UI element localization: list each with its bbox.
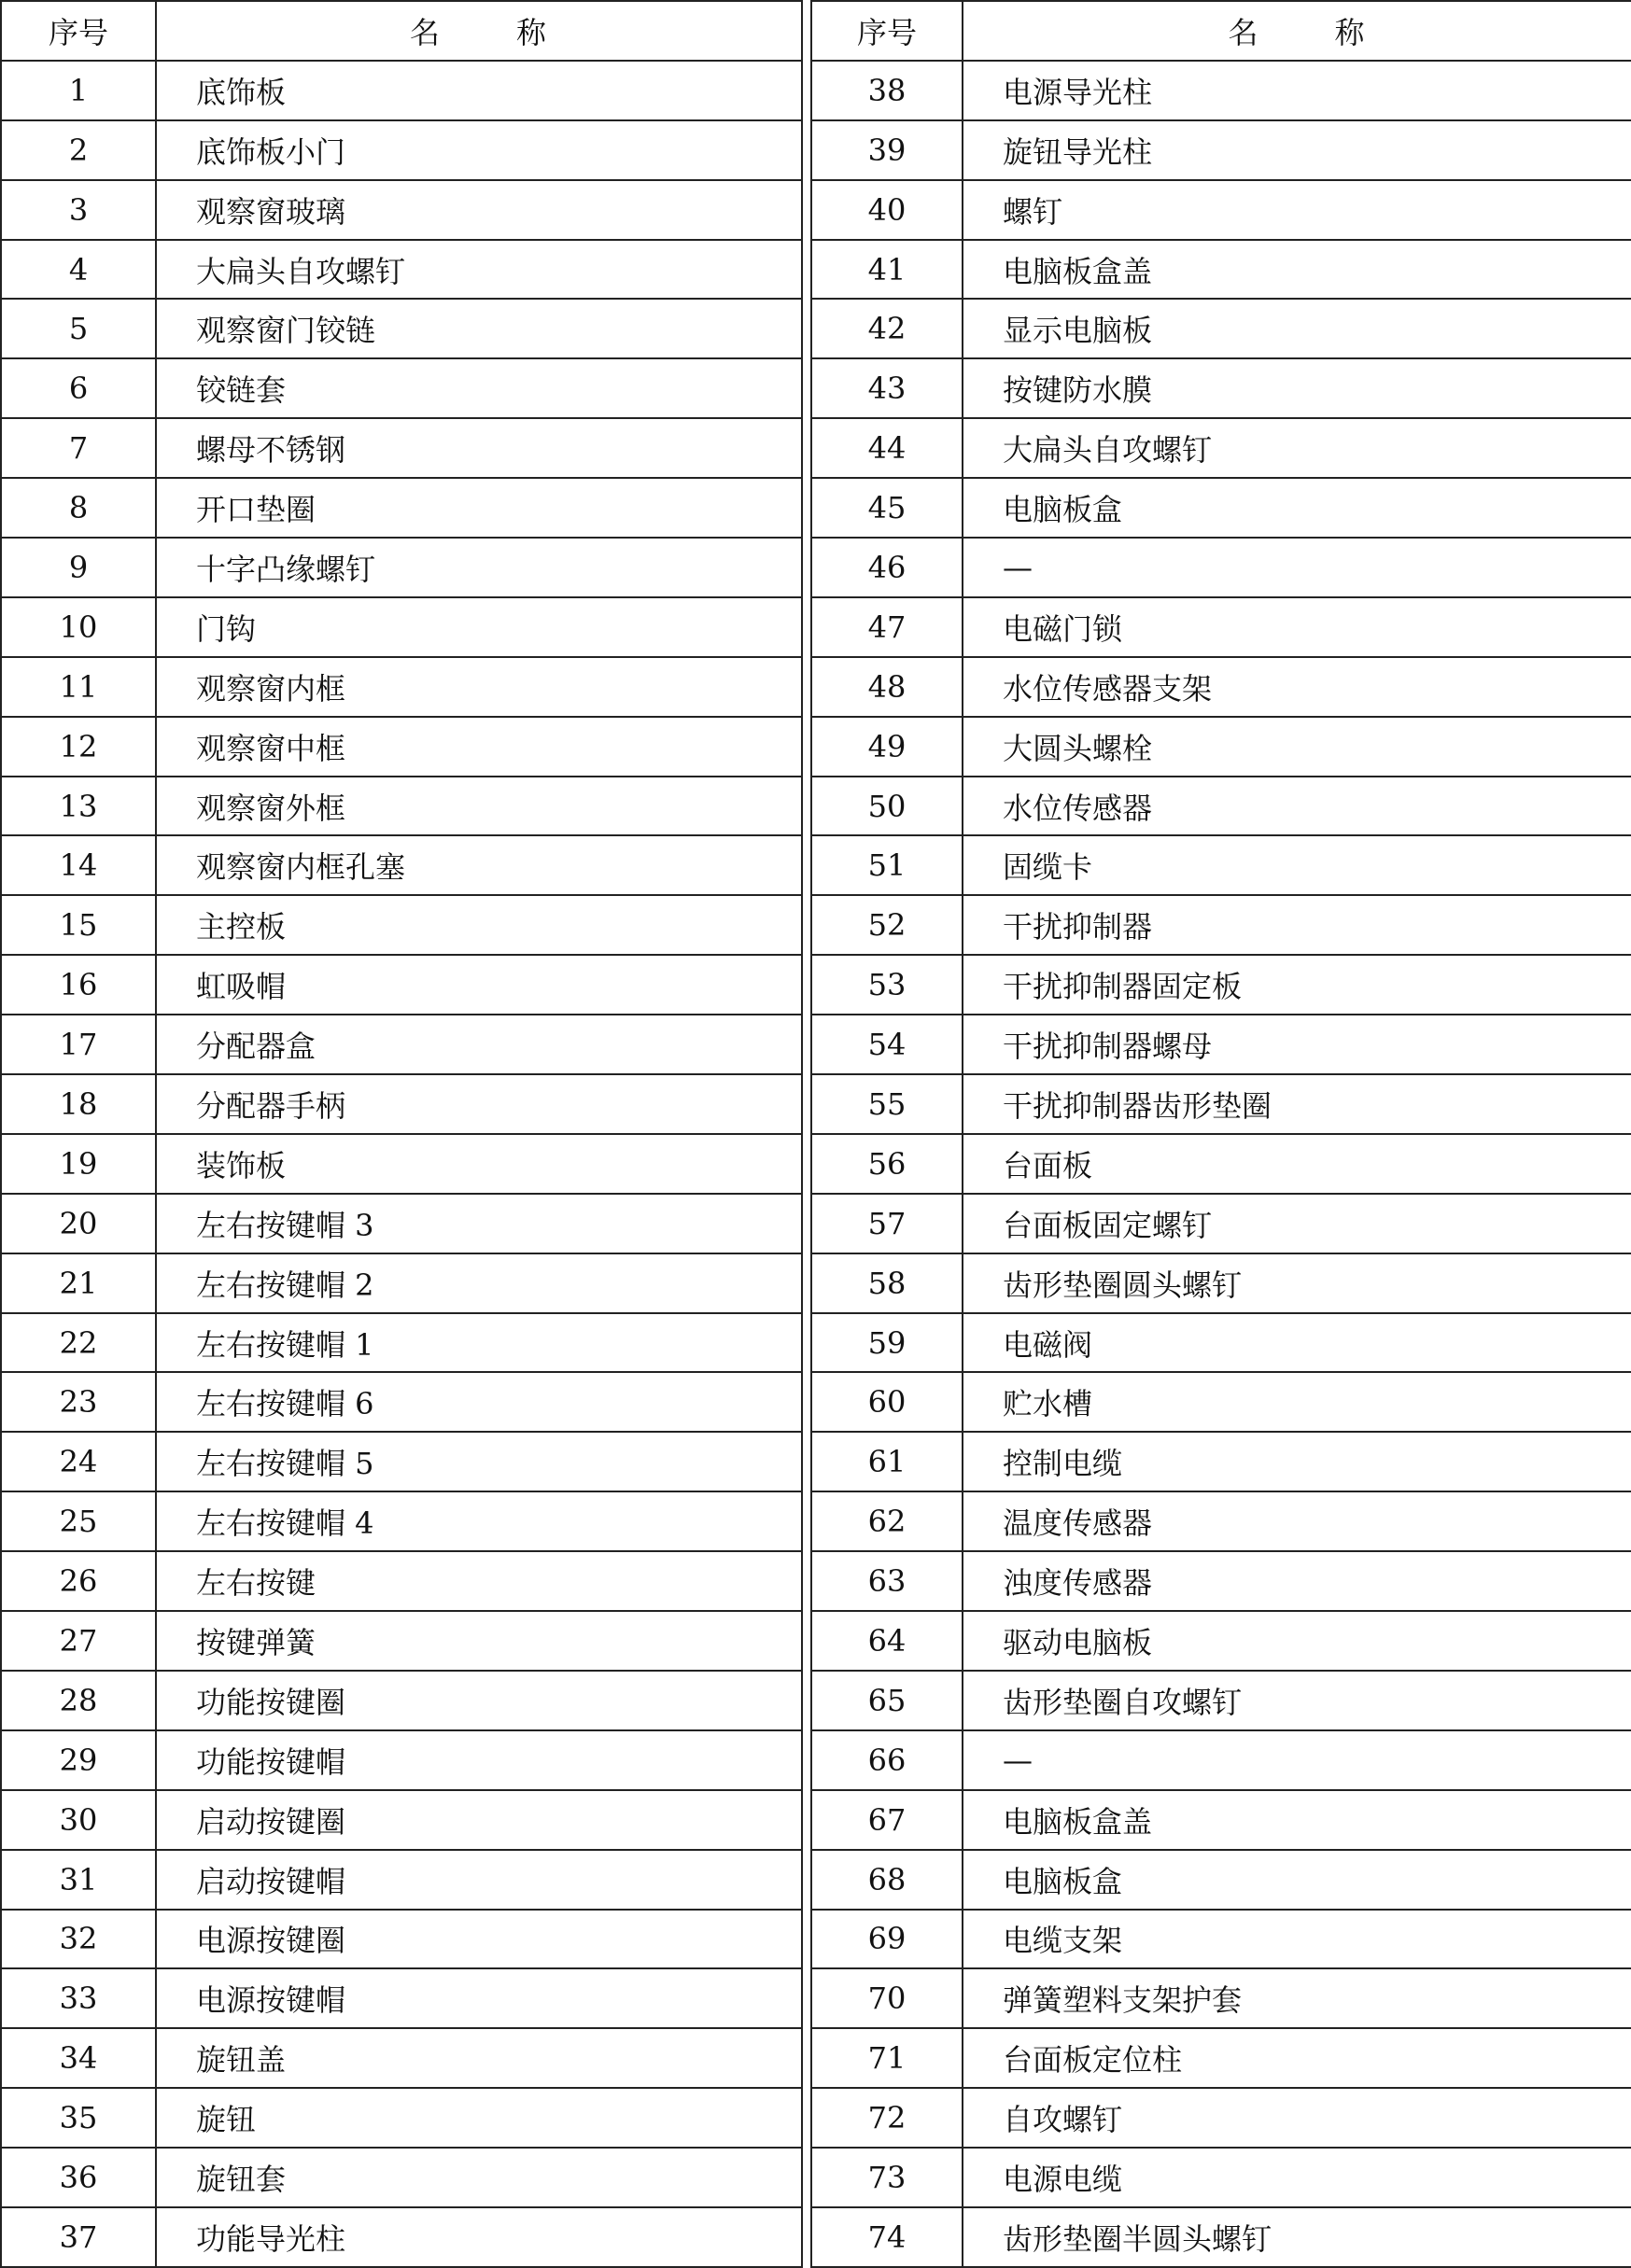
row-name-left: 十字凸缘螺钉: [156, 538, 802, 597]
row-name-left: 螺母不锈钢: [156, 418, 802, 478]
table-row: [1, 1015, 1631, 1074]
row-number-left: 1: [1, 61, 156, 120]
row-name-left: 观察窗内框: [156, 657, 802, 717]
column-gap: [802, 597, 811, 657]
column-gap: [802, 657, 811, 717]
row-name-left: 开口垫圈: [156, 478, 802, 538]
table-row: [1, 1850, 1631, 1910]
row-number-right: 48: [811, 657, 963, 717]
row-number-right: 40: [811, 180, 963, 240]
header-name-char-1: 名: [409, 14, 442, 50]
table-row: [1, 1194, 1631, 1253]
row-number-right: 60: [811, 1372, 963, 1432]
header-name-char-2: 称: [516, 14, 549, 50]
row-number-left: 10: [1, 597, 156, 657]
column-gap: [802, 478, 811, 538]
row-number-right: 51: [811, 835, 963, 895]
row-name-left: 旋钮盖: [156, 2028, 802, 2088]
row-name-right: 齿形垫圈自攻螺钉: [963, 1671, 1631, 1730]
row-number-left: 14: [1, 835, 156, 895]
column-gap: [802, 2148, 811, 2207]
row-name-left: 观察窗外框: [156, 777, 802, 836]
column-gap: [802, 1194, 811, 1253]
row-number-left: 6: [1, 358, 156, 418]
row-name-right: 固缆卡: [963, 835, 1631, 895]
row-name-right: 电磁阀: [963, 1313, 1631, 1373]
column-gap: [802, 1074, 811, 1134]
row-number-right: 49: [811, 717, 963, 777]
row-name-right: 台面板定位柱: [963, 2028, 1631, 2088]
row-number-right: 70: [811, 1968, 963, 2028]
row-name-left: 底饰板小门: [156, 120, 802, 180]
row-name-right: 干扰抑制器: [963, 895, 1631, 955]
column-gap: [802, 1910, 811, 1969]
table-row: [1, 1372, 1631, 1432]
row-number-left: 3: [1, 180, 156, 240]
table-row: [1, 597, 1631, 657]
row-name-left: 左右按键帽 6: [156, 1372, 802, 1432]
row-number-left: 25: [1, 1491, 156, 1551]
row-name-right: 贮水槽: [963, 1372, 1631, 1432]
row-name-left: 分配器盒: [156, 1015, 802, 1074]
row-name-left: 左右按键: [156, 1551, 802, 1611]
row-name-left: 旋钮: [156, 2088, 802, 2148]
column-gap: [802, 358, 811, 418]
row-number-left: 24: [1, 1432, 156, 1491]
row-name-right: 台面板: [963, 1134, 1631, 1194]
row-number-left: 36: [1, 2148, 156, 2207]
table-row: [1, 120, 1631, 180]
column-gap: [802, 1730, 811, 1790]
row-number-right: 55: [811, 1074, 963, 1134]
table-row: [1, 717, 1631, 777]
table-row: [1, 299, 1631, 358]
row-name-left: 按键弹簧: [156, 1611, 802, 1671]
table-row: [1, 2207, 1631, 2267]
column-gap: [802, 1313, 811, 1373]
column-gap: [802, 1372, 811, 1432]
table-row: [1, 657, 1631, 717]
column-gap: [802, 180, 811, 240]
table-row: [1, 478, 1631, 538]
table-row: [1, 895, 1631, 955]
row-name-right: 显示电脑板: [963, 299, 1631, 358]
row-name-left: 虹吸帽: [156, 955, 802, 1015]
row-number-left: 19: [1, 1134, 156, 1194]
row-number-left: 9: [1, 538, 156, 597]
row-number-right: 65: [811, 1671, 963, 1730]
row-number-right: 69: [811, 1910, 963, 1969]
row-number-left: 27: [1, 1611, 156, 1671]
row-name-left: 功能导光柱: [156, 2207, 802, 2267]
table-row: [1, 358, 1631, 418]
row-name-right: 电脑板盒: [963, 478, 1631, 538]
row-number-left: 12: [1, 717, 156, 777]
row-number-right: 73: [811, 2148, 963, 2207]
row-number-left: 16: [1, 955, 156, 1015]
row-name-right: 电脑板盒: [963, 1850, 1631, 1910]
row-name-left: 功能按键圈: [156, 1671, 802, 1730]
row-name-right: —: [963, 538, 1631, 597]
row-number-right: 63: [811, 1551, 963, 1611]
table-row: [1, 1671, 1631, 1730]
row-name-right: 干扰抑制器齿形垫圈: [963, 1074, 1631, 1134]
row-name-right: 螺钉: [963, 180, 1631, 240]
row-name-right: 旋钮导光柱: [963, 120, 1631, 180]
row-name-left: 观察窗玻璃: [156, 180, 802, 240]
row-name-right: 电源导光柱: [963, 61, 1631, 120]
column-gap: [802, 61, 811, 120]
row-name-right: 电脑板盒盖: [963, 240, 1631, 300]
row-name-left: 观察窗内框孔塞: [156, 835, 802, 895]
column-gap: [802, 120, 811, 180]
column-gap: [802, 1671, 811, 1730]
row-number-right: 47: [811, 597, 963, 657]
table-row: [1, 240, 1631, 300]
row-name-right: 按键防水膜: [963, 358, 1631, 418]
column-gap: [802, 1551, 811, 1611]
column-gap: [802, 1790, 811, 1850]
row-name-right: 弹簧塑料支架护套: [963, 1968, 1631, 2028]
column-gap: [802, 418, 811, 478]
column-gap: [802, 2207, 811, 2267]
row-name-right: 齿形垫圈圆头螺钉: [963, 1253, 1631, 1313]
row-name-left: 左右按键帽 4: [156, 1491, 802, 1551]
row-name-right: 电脑板盒盖: [963, 1790, 1631, 1850]
table-row: [1, 1611, 1631, 1671]
row-number-right: 41: [811, 240, 963, 300]
table-header-row: [1, 1, 1631, 61]
column-gap: [802, 777, 811, 836]
table-row: [1, 2028, 1631, 2088]
row-name-left: 旋钮套: [156, 2148, 802, 2207]
row-number-left: 22: [1, 1313, 156, 1373]
row-number-right: 39: [811, 120, 963, 180]
row-name-left: 观察窗中框: [156, 717, 802, 777]
row-name-right: 电源电缆: [963, 2148, 1631, 2207]
row-number-left: 5: [1, 299, 156, 358]
row-number-right: 57: [811, 1194, 963, 1253]
row-number-right: 61: [811, 1432, 963, 1491]
table-row: [1, 1074, 1631, 1134]
table-row: [1, 1432, 1631, 1491]
column-gap: [802, 2028, 811, 2088]
row-name-left: 左右按键帽 5: [156, 1432, 802, 1491]
row-number-left: 13: [1, 777, 156, 836]
row-number-left: 28: [1, 1671, 156, 1730]
header-number-right: 序号: [811, 1, 963, 61]
table-row: [1, 1253, 1631, 1313]
table-row: [1, 418, 1631, 478]
table-row: [1, 1910, 1631, 1969]
row-number-right: 45: [811, 478, 963, 538]
column-gap: [802, 1491, 811, 1551]
column-gap: [802, 1968, 811, 2028]
row-name-right: 驱动电脑板: [963, 1611, 1631, 1671]
row-number-left: 15: [1, 895, 156, 955]
row-number-right: 52: [811, 895, 963, 955]
row-number-right: 66: [811, 1730, 963, 1790]
table-row: [1, 1491, 1631, 1551]
table-row: [1, 1968, 1631, 2028]
header-name-right: [963, 1, 1631, 61]
row-number-right: 42: [811, 299, 963, 358]
row-name-left: 铰链套: [156, 358, 802, 418]
row-name-right: 大扁头自攻螺钉: [963, 418, 1631, 478]
row-number-left: 11: [1, 657, 156, 717]
row-name-left: 左右按键帽 3: [156, 1194, 802, 1253]
row-number-left: 21: [1, 1253, 156, 1313]
row-name-right: 控制电缆: [963, 1432, 1631, 1491]
column-gap: [802, 717, 811, 777]
table-row: [1, 180, 1631, 240]
row-number-left: 17: [1, 1015, 156, 1074]
row-name-right: 大圆头螺栓: [963, 717, 1631, 777]
row-name-left: 门钩: [156, 597, 802, 657]
row-name-left: 底饰板: [156, 61, 802, 120]
row-name-right: 自攻螺钉: [963, 2088, 1631, 2148]
row-name-left: 启动按键帽: [156, 1850, 802, 1910]
row-name-right: 浊度传感器: [963, 1551, 1631, 1611]
column-gap: [802, 835, 811, 895]
row-number-right: 71: [811, 2028, 963, 2088]
row-name-right: 电缆支架: [963, 1910, 1631, 1969]
row-number-left: 29: [1, 1730, 156, 1790]
row-number-left: 33: [1, 1968, 156, 2028]
row-number-left: 2: [1, 120, 156, 180]
table-row: [1, 1790, 1631, 1850]
row-name-left: 电源按键圈: [156, 1910, 802, 1969]
row-number-left: 23: [1, 1372, 156, 1432]
row-name-right: 水位传感器: [963, 777, 1631, 836]
table-row: [1, 835, 1631, 895]
row-number-right: 59: [811, 1313, 963, 1373]
row-name-right: 电磁门锁: [963, 597, 1631, 657]
row-number-right: 44: [811, 418, 963, 478]
row-name-right: —: [963, 1730, 1631, 1790]
row-number-left: 8: [1, 478, 156, 538]
row-number-left: 30: [1, 1790, 156, 1850]
column-gap: [802, 1432, 811, 1491]
row-name-left: 左右按键帽 1: [156, 1313, 802, 1373]
table-row: [1, 1730, 1631, 1790]
row-number-right: 74: [811, 2207, 963, 2267]
row-name-right: 干扰抑制器固定板: [963, 955, 1631, 1015]
row-name-left: 大扁头自攻螺钉: [156, 240, 802, 300]
table-row: [1, 777, 1631, 836]
row-number-right: 38: [811, 61, 963, 120]
row-number-right: 64: [811, 1611, 963, 1671]
column-gap: [802, 1850, 811, 1910]
row-number-left: 37: [1, 2207, 156, 2267]
row-number-right: 56: [811, 1134, 963, 1194]
table-row: [1, 2148, 1631, 2207]
row-number-right: 58: [811, 1253, 963, 1313]
table-row: [1, 1551, 1631, 1611]
row-number-right: 68: [811, 1850, 963, 1910]
row-name-left: 功能按键帽: [156, 1730, 802, 1790]
column-gap: [802, 240, 811, 300]
row-number-right: 54: [811, 1015, 963, 1074]
row-number-right: 43: [811, 358, 963, 418]
header-number-left: 序号: [1, 1, 156, 61]
row-number-left: 34: [1, 2028, 156, 2088]
column-gap: [802, 1611, 811, 1671]
column-gap: [802, 1134, 811, 1194]
header-name-char-1: 名: [1228, 14, 1260, 50]
row-name-left: 装饰板: [156, 1134, 802, 1194]
row-name-right: 水位传感器支架: [963, 657, 1631, 717]
row-number-right: 46: [811, 538, 963, 597]
column-gap: [802, 1015, 811, 1074]
row-name-left: 分配器手柄: [156, 1074, 802, 1134]
row-name-left: 电源按键帽: [156, 1968, 802, 2028]
row-name-left: 观察窗门铰链: [156, 299, 802, 358]
column-gap: [802, 2088, 811, 2148]
row-number-left: 32: [1, 1910, 156, 1969]
row-name-right: 齿形垫圈半圆头螺钉: [963, 2207, 1631, 2267]
column-gap: [802, 1, 811, 61]
row-name-left: 左右按键帽 2: [156, 1253, 802, 1313]
column-gap: [802, 299, 811, 358]
table-row: [1, 538, 1631, 597]
column-gap: [802, 538, 811, 597]
row-number-left: 20: [1, 1194, 156, 1253]
row-name-right: 台面板固定螺钉: [963, 1194, 1631, 1253]
header-name-char-2: 称: [1334, 14, 1367, 50]
column-gap: [802, 895, 811, 955]
header-name-left: [156, 1, 802, 61]
table-row: [1, 1134, 1631, 1194]
row-name-right: 干扰抑制器螺母: [963, 1015, 1631, 1074]
row-name-left: 主控板: [156, 895, 802, 955]
table-row: [1, 2088, 1631, 2148]
row-number-left: 26: [1, 1551, 156, 1611]
row-number-left: 4: [1, 240, 156, 300]
column-gap: [802, 955, 811, 1015]
row-number-left: 31: [1, 1850, 156, 1910]
row-number-right: 50: [811, 777, 963, 836]
row-number-left: 35: [1, 2088, 156, 2148]
table-row: [1, 1313, 1631, 1373]
row-number-left: 7: [1, 418, 156, 478]
row-name-left: 启动按键圈: [156, 1790, 802, 1850]
row-number-right: 53: [811, 955, 963, 1015]
column-gap: [802, 1253, 811, 1313]
table-row: [1, 955, 1631, 1015]
row-number-right: 72: [811, 2088, 963, 2148]
row-number-right: 67: [811, 1790, 963, 1850]
table-row: [1, 61, 1631, 120]
row-number-right: 62: [811, 1491, 963, 1551]
row-name-right: 温度传感器: [963, 1491, 1631, 1551]
row-number-left: 18: [1, 1074, 156, 1134]
